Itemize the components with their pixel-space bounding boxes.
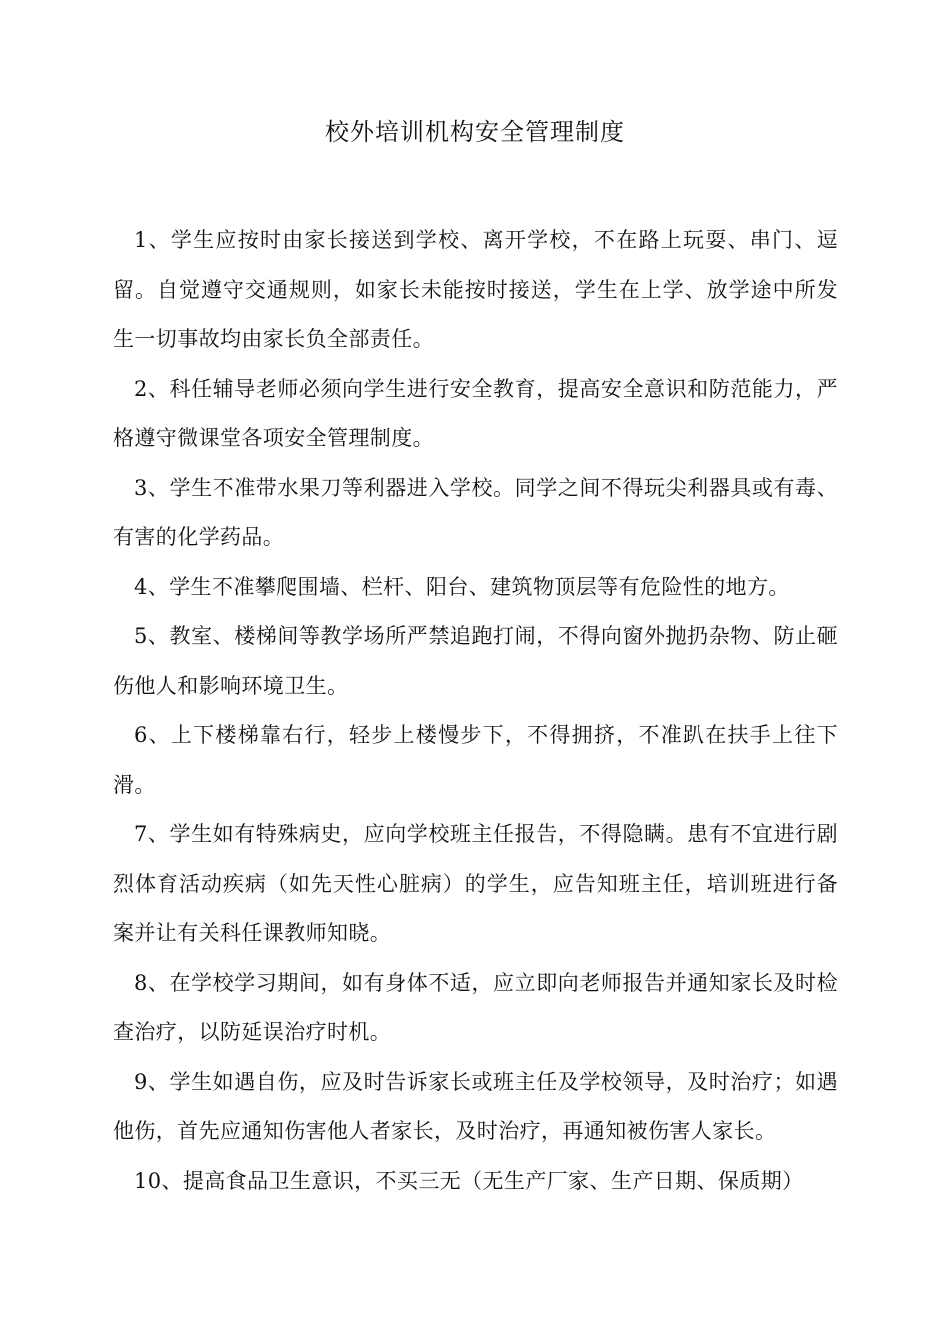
rule-paragraph-1: 1、学生应按时由家长接送到学校、离开学校，不在路上玩耍、串门、逗留。自觉遵守交通规则，如家长未能按时接送，学生在上学、放学途中所发生一切事故均由家长负全部责任。	[113, 228, 838, 351]
rule-paragraph-6: 6、上下楼梯靠右行，轻步上楼慢步下，不得拥挤，不准趴在扶手上往下滑。	[113, 723, 838, 797]
rule-paragraph-5: 5、教室、楼梯间等教学场所严禁追跑打闹，不得向窗外抛扔杂物、防止砸伤他人和影响环境卫生。	[113, 624, 838, 698]
rule-paragraph-3: 3、学生不准带水果刀等利器进入学校。同学之间不得玩尖利器具或有毒、有害的化学药品。	[113, 475, 838, 549]
document-body	[113, 216, 838, 1206]
rule-paragraph-4: 4、学生不准攀爬围墙、栏杆、阳台、建筑物顶层等有危险性的地方。	[134, 574, 790, 599]
rule-paragraph-8: 8、在学校学习期间，如有身体不适，应立即向老师报告并通知家长及时检查治疗，以防延误治疗时机。	[113, 970, 838, 1044]
document-title: 校外培训机构安全管理制度	[325, 118, 625, 146]
rule-paragraph-2: 2、科任辅导老师必须向学生进行安全教育，提高安全意识和防范能力，严格遵守微课堂各项安全管理制度。	[113, 376, 838, 450]
rule-paragraph-9: 9、学生如遇自伤，应及时告诉家长或班主任及学校领导，及时治疗；如遇他伤，首先应通知伤害他人者家长，及时治疗，再通知被伤害人家长。	[113, 1069, 838, 1143]
rule-paragraph-10: 10、提高食品卫生意识，不买三无（无生产厂家、生产日期、保质期）	[134, 1168, 804, 1193]
rule-paragraph-7: 7、学生如有特殊病史，应向学校班主任报告，不得隐瞒。患有不宜进行剧烈体育活动疾病（如先天性心脏病）的学生，应告知班主任，培训班进行备案并让有关科任课教师知晓。	[113, 822, 838, 945]
